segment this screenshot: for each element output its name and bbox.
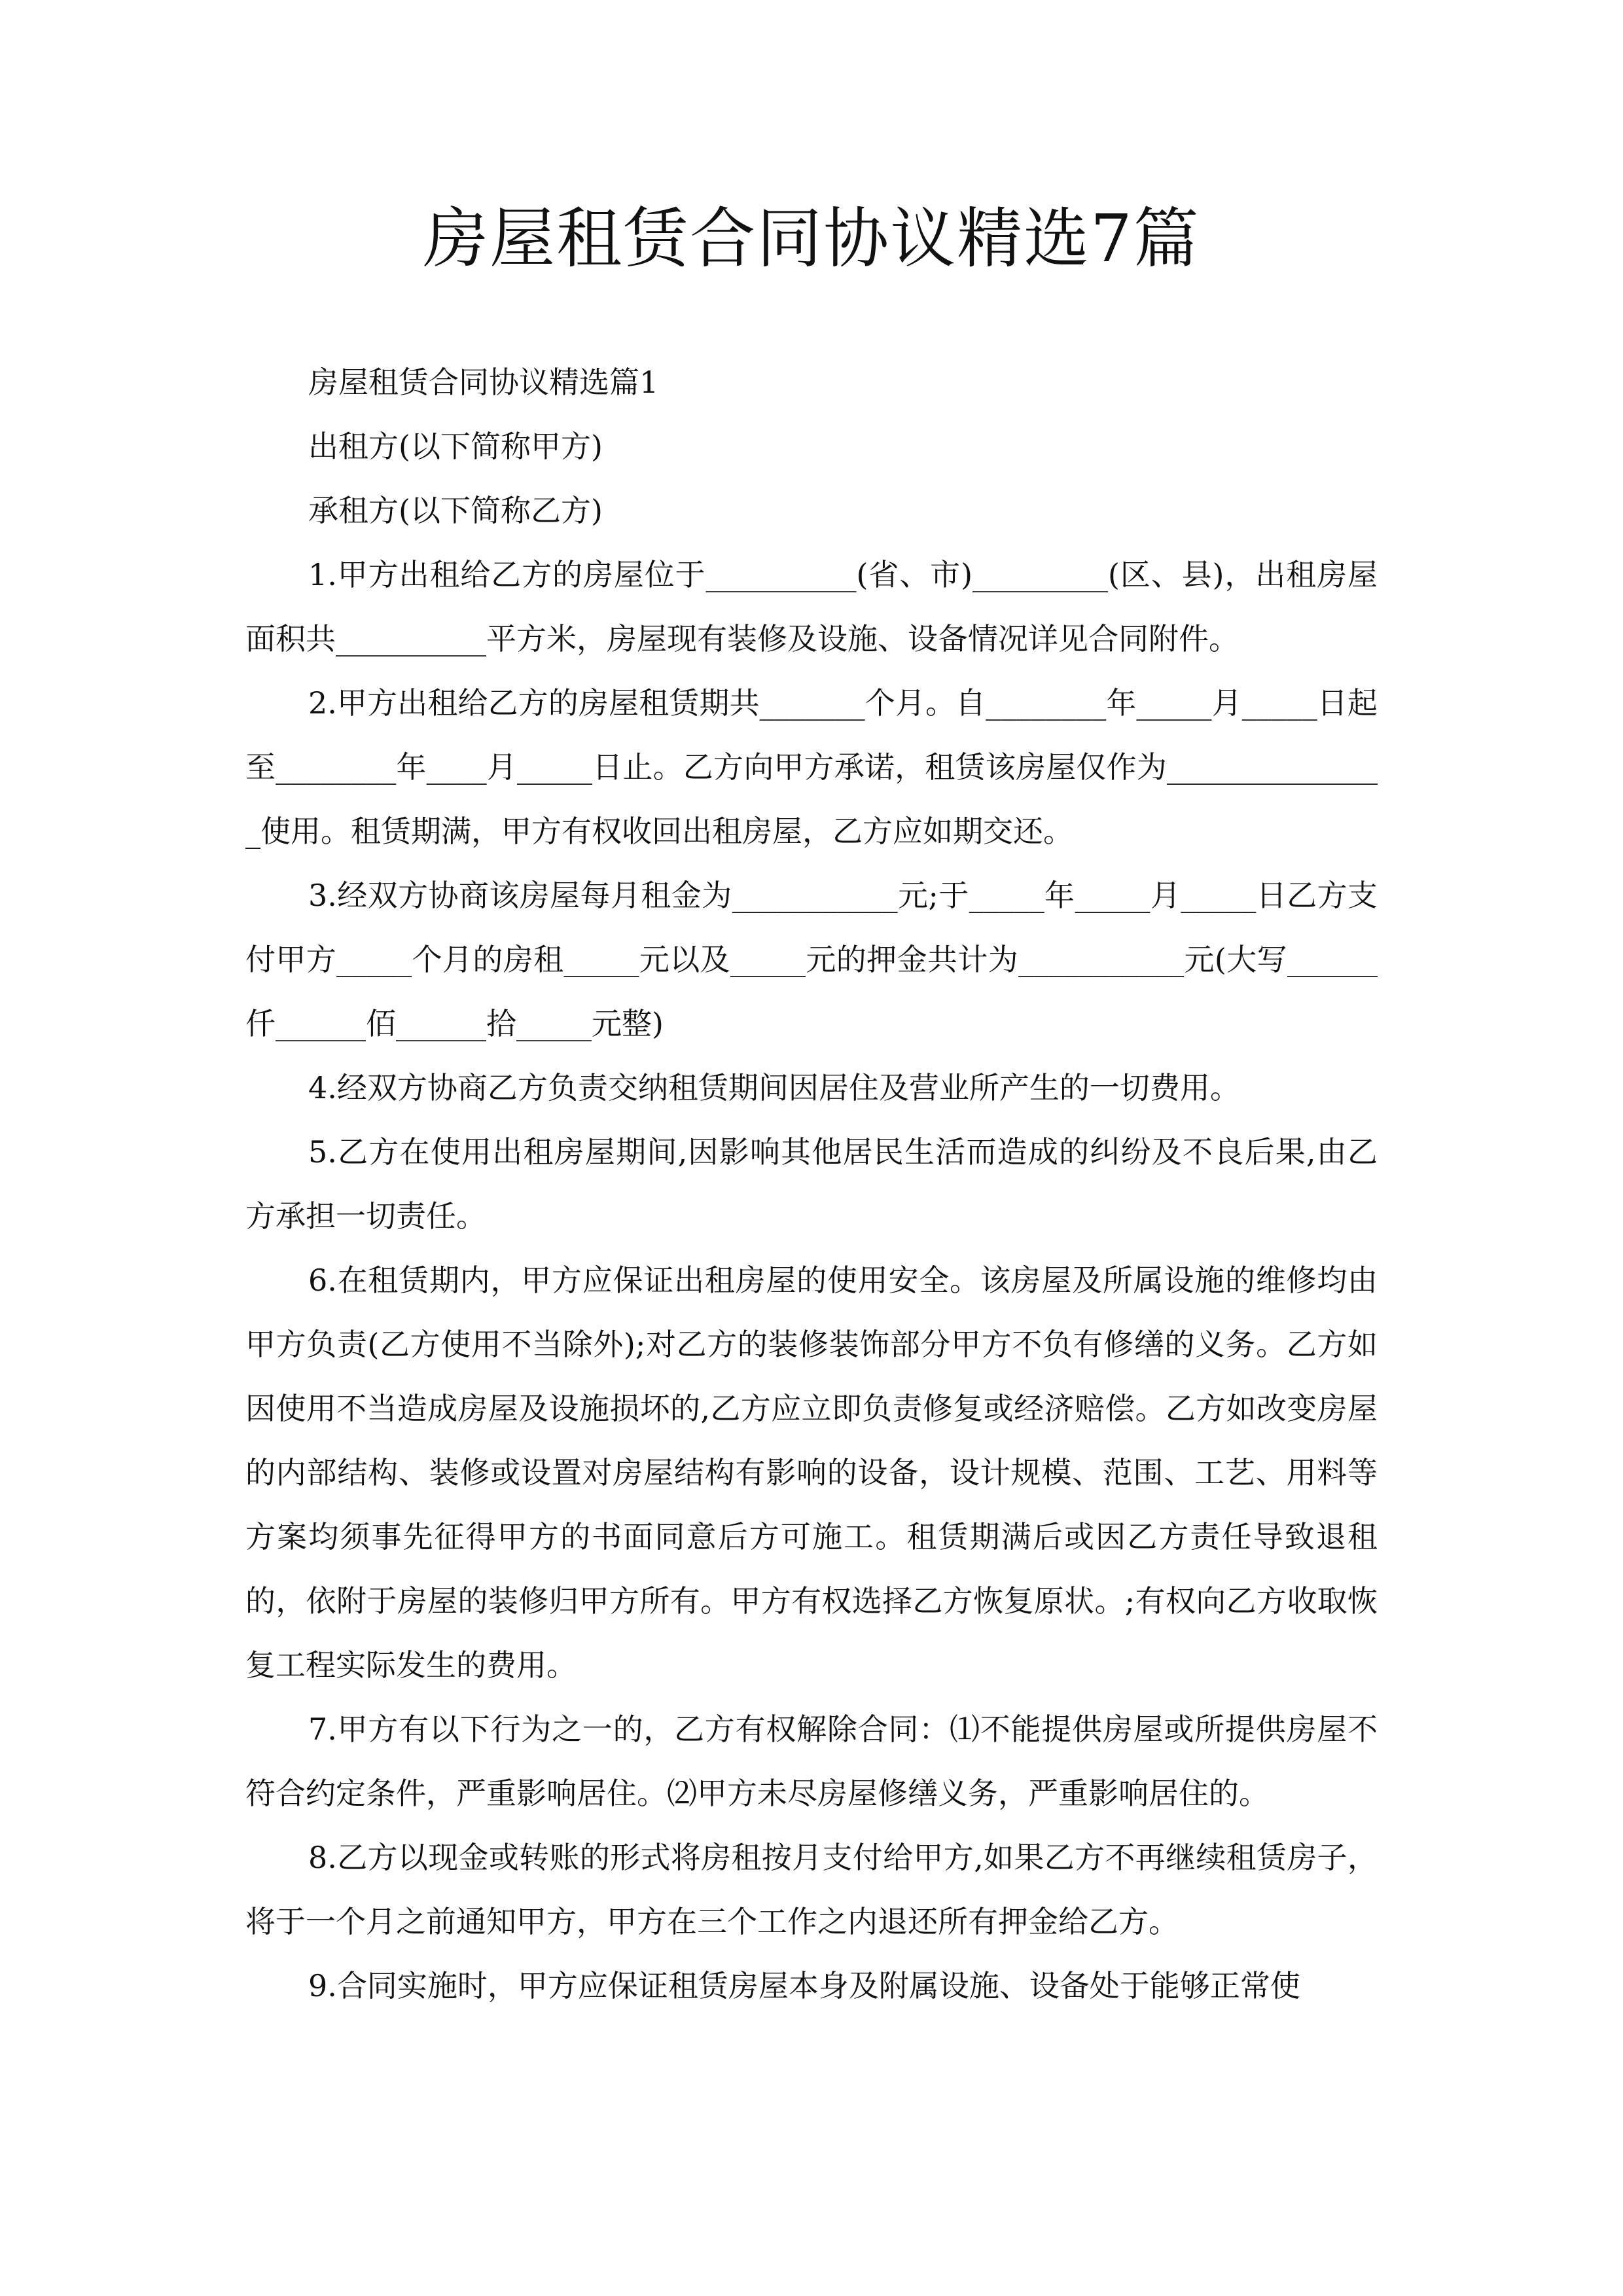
clause-4: 4.经双方协商乙方负责交纳租赁期间因居住及营业所产生的一切费用。	[308, 1070, 1240, 1105]
clause-3: 3.经双方协商该房屋每月租金为___________元;于_____年_____月_____日乙方支付甲方_____个月的房租_____元以及_____元的押金共计为___________元(大写______仟______佰______拾_____元整)	[245, 878, 1378, 1041]
clause-5: 5.乙方在使用出租房屋期间,因影响其他居民生活而造成的纠纷及不良后果,由乙方承担一切责任。	[245, 1134, 1378, 1234]
document-body	[245, 350, 1378, 2018]
section-heading: 房屋租赁合同协议精选篇1	[308, 365, 659, 400]
lessor-line: 出租方(以下简称甲方)	[308, 429, 603, 464]
clause-8: 8.乙方以现金或转账的形式将房租按月支付给甲方,如果乙方不再继续租赁房子，将于一个月之前通知甲方，甲方在三个工作之内退还所有押金给乙方。	[245, 1840, 1378, 1939]
clause-1: 1.甲方出租给乙方的房屋位于__________(省、市)_________(区、县)，出租房屋面积共__________平方米，房屋现有装修及设施、设备情况详见合同附件。	[245, 557, 1378, 656]
lessee-line: 承租方(以下简称乙方)	[308, 493, 603, 528]
clause-7: 7.甲方有以下行为之一的，乙方有权解除合同：⑴不能提供房屋或所提供房屋不符合约定条件，严重影响居住。⑵甲方未尽房屋修缮义务，严重影响居住的。	[245, 1712, 1378, 1811]
document-title: 房屋租赁合同协议精选7篇	[423, 200, 1200, 277]
clause-6: 6.在租赁期内，甲方应保证出租房屋的使用安全。该房屋及所属设施的维修均由甲方负责(乙方使用不当除外);对乙方的装修装饰部分甲方不负有修缮的义务。乙方如因使用不当造成房屋及设施损坏的,乙方应立即负责修复或经济赔偿。乙方如改变房屋的内部结构、装修或设置对房屋结构有影响的设备，设计规模、范围、工艺、用料等方案均须事先征得甲方的书面同意后方可施工。租赁期满后或因乙方责任导致退租的，依附于房屋的装修归甲方所有。甲方有权选择乙方恢复原状。;有权向乙方收取恢复工程实际发生的费用。	[245, 1263, 1378, 1683]
clause-9: 9.合同实施时，甲方应保证租赁房屋本身及附属设施、设备处于能够正常使	[308, 1968, 1300, 2003]
clause-2: 2.甲方出租给乙方的房屋租赁期共_______个月。自________年_____月_____日起至________年____月_____日止。乙方向甲方承诺，租赁该房屋仅作为_______________使用。租赁期满，甲方有权收回出租房屋，乙方应如期交还。	[245, 685, 1378, 849]
